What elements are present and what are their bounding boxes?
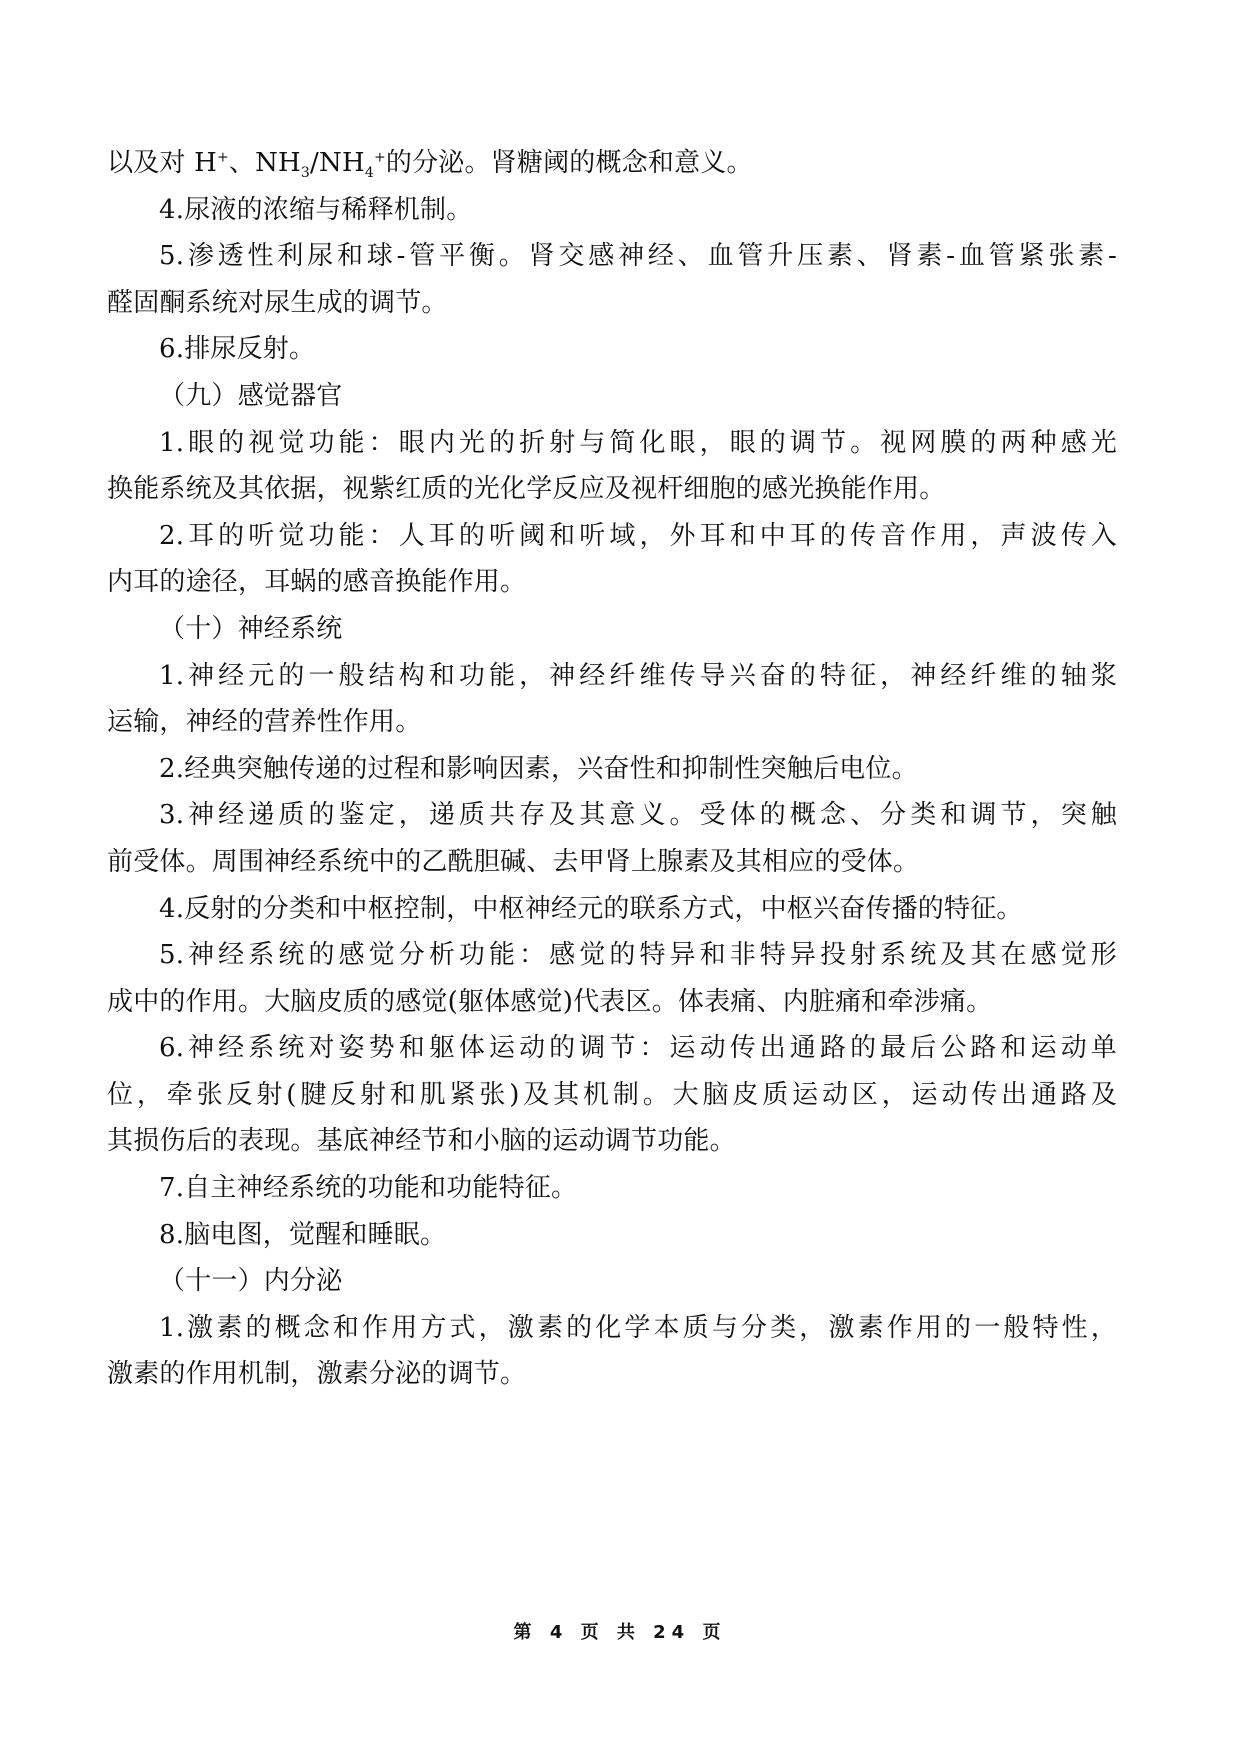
paragraph-line-continuation: 成中的作用。大脑皮质的感觉(躯体感觉)代表区。体表痛、内脏痛和牵涉痛。 (107, 986, 993, 1017)
section-heading-nervous-system: （十）神经系统 (159, 613, 343, 644)
list-item-ear-hearing: 2.耳的听觉功能：人耳的听阈和听域，外耳和中耳的传音作用，声波传入 (159, 520, 1117, 551)
paragraph-line-continuation: 换能系统及其依据，视紫红质的光化学反应及视杆细胞的感光换能作用。 (107, 474, 946, 505)
text-fragment: 、NH (228, 148, 301, 178)
list-item-hormone-concept: 1.激素的概念和作用方式，激素的化学本质与分类，激素作用的一般特性， (159, 1312, 1117, 1343)
section-heading-endocrine: （十一）内分泌 (159, 1266, 343, 1297)
list-item-micturition-reflex: 6.排尿反射。 (159, 334, 316, 365)
paragraph-line-continuation: 位，牵张反射(腱反射和肌紧张)及其机制。大脑皮质运动区，运动传出通路及 (107, 1079, 1117, 1110)
section-heading-sensory-organs: （九）感觉器官 (159, 380, 343, 411)
list-item-osmotic-diuresis: 5.渗透性利尿和球-管平衡。肾交感神经、血管升压素、肾素-血管紧张素- (159, 241, 1117, 272)
superscript: + (373, 149, 386, 166)
paragraph-line-continuation: 内耳的途径，耳蜗的感音换能作用。 (107, 567, 527, 598)
superscript: + (216, 149, 229, 166)
list-item-reflex-classification: 4.反射的分类和中枢控制，中枢神经元的联系方式，中枢兴奋传播的特征。 (159, 893, 1023, 924)
list-item-eeg-sleep: 8.脑电图，觉醒和睡眠。 (159, 1219, 447, 1250)
text-fragment: /NH (310, 148, 365, 178)
list-item-synaptic-transmission: 2.经典突触传递的过程和影响因素，兴奋性和抑制性突触后电位。 (159, 753, 918, 784)
text-fragment: 以及对 H (107, 148, 217, 178)
paragraph-line-continuation (107, 140, 1117, 187)
list-item-neurotransmitters: 3.神经递质的鉴定，递质共存及其意义。受体的概念、分类和调节，突触 (159, 800, 1117, 831)
list-item-autonomic-nervous-system: 7.自主神经系统的功能和功能特征。 (159, 1173, 578, 1204)
page-number-footer: 第 4 页 共 24 页 (513, 1622, 727, 1643)
subscript: 3 (300, 165, 311, 182)
paragraph-line-continuation: 运输，神经的营养性作用。 (107, 707, 422, 738)
list-item-urine-concentration: 4.尿液的浓缩与稀释机制。 (159, 194, 473, 225)
subscript: 4 (364, 165, 374, 182)
list-item-posture-motor-control: 6.神经系统对姿势和躯体运动的调节：运动传出通路的最后公路和运动单 (159, 1033, 1117, 1064)
paragraph-line-continuation: 其损伤后的表现。基底神经节和小脑的运动调节功能。 (107, 1126, 736, 1157)
paragraph-line-continuation: 醛固酮系统对尿生成的调节。 (107, 287, 448, 318)
document-page (107, 140, 1117, 1398)
text-fragment: 的分泌。肾糖阈的概念和意义。 (385, 148, 753, 178)
list-item-sensory-analysis: 5.神经系统的感觉分析功能：感觉的特异和非特异投射系统及其在感觉形 (159, 940, 1117, 971)
paragraph-line-continuation: 激素的作用机制，激素分泌的调节。 (107, 1359, 527, 1390)
list-item-eye-vision: 1.眼的视觉功能：眼内光的折射与简化眼，眼的调节。视网膜的两种感光 (159, 427, 1117, 458)
paragraph-line-continuation: 前受体。周围神经系统中的乙酰胆碱、去甲肾上腺素及其相应的受体。 (107, 846, 920, 877)
list-item-neuron-structure: 1.神经元的一般结构和功能，神经纤维传导兴奋的特征，神经纤维的轴浆 (159, 660, 1117, 691)
